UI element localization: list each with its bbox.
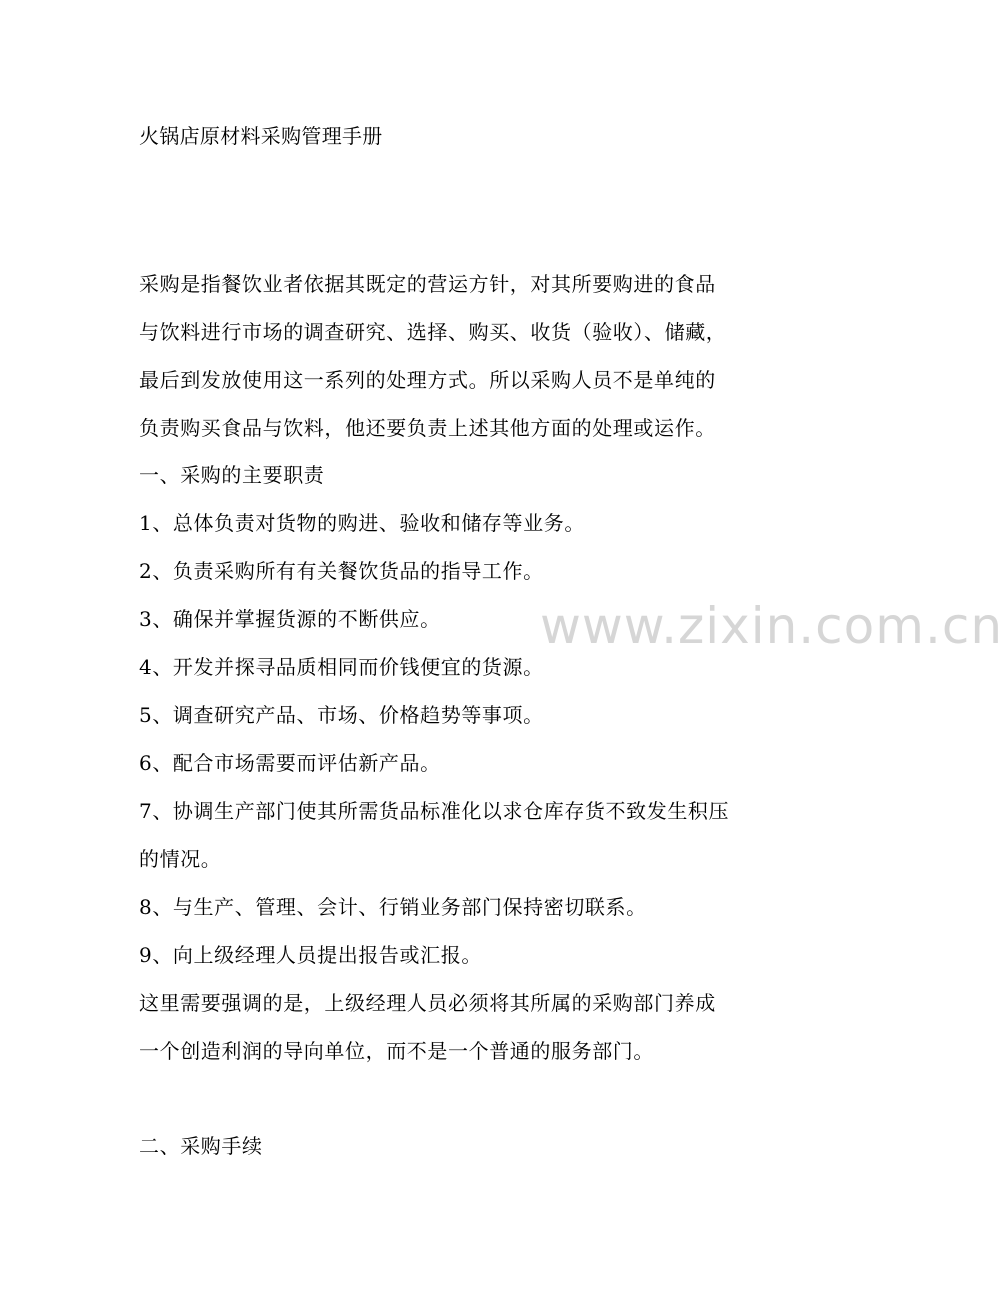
section1-heading: 一、采购的主要职责 bbox=[139, 463, 325, 487]
intro-line-2: 与饮料进行市场的调查研究、选择、购买、收货（验收）、储藏， bbox=[139, 320, 727, 344]
emphasis-line-1: 这里需要强调的是，上级经理人员必须将其所属的采购部门养成 bbox=[139, 991, 716, 1015]
duty-item-8: 8、与生产、管理、会计、行销业务部门保持密切联系。 bbox=[139, 895, 647, 919]
intro-line-1: 采购是指餐饮业者依据其既定的营运方针，对其所要购进的食品 bbox=[139, 272, 716, 296]
duty-item-9: 9、向上级经理人员提出报告或汇报。 bbox=[139, 943, 482, 967]
duty-item-5: 5、调查研究产品、市场、价格趋势等事项。 bbox=[139, 703, 544, 727]
duty-item-3: 3、确保并掌握货源的不断供应。 bbox=[139, 607, 441, 631]
emphasis-line-2: 一个创造利润的导向单位，而不是一个普通的服务部门。 bbox=[139, 1039, 654, 1063]
intro-line-3: 最后到发放使用这一系列的处理方式。所以采购人员不是单纯的 bbox=[139, 368, 716, 392]
watermark: www.zixin.com.cn bbox=[540, 597, 1003, 655]
document-title: 火锅店原材料采购管理手册 bbox=[139, 124, 383, 148]
duty-item-7-continued: 的情况。 bbox=[139, 847, 222, 871]
duty-item-2: 2、负责采购所有有关餐饮货品的指导工作。 bbox=[139, 559, 544, 583]
duty-item-6: 6、配合市场需要而评估新产品。 bbox=[139, 751, 441, 775]
duty-item-1: 1、总体负责对货物的购进、验收和储存等业务。 bbox=[139, 511, 585, 535]
duty-item-7: 7、协调生产部门使其所需货品标准化以求仓库存货不致发生积压 bbox=[139, 799, 730, 823]
duty-item-4: 4、开发并探寻品质相同而价钱便宜的货源。 bbox=[139, 655, 544, 679]
intro-line-4: 负责购买食品与饮料，他还要负责上述其他方面的处理或运作。 bbox=[139, 416, 716, 440]
section2-heading: 二、采购手续 bbox=[139, 1134, 263, 1158]
